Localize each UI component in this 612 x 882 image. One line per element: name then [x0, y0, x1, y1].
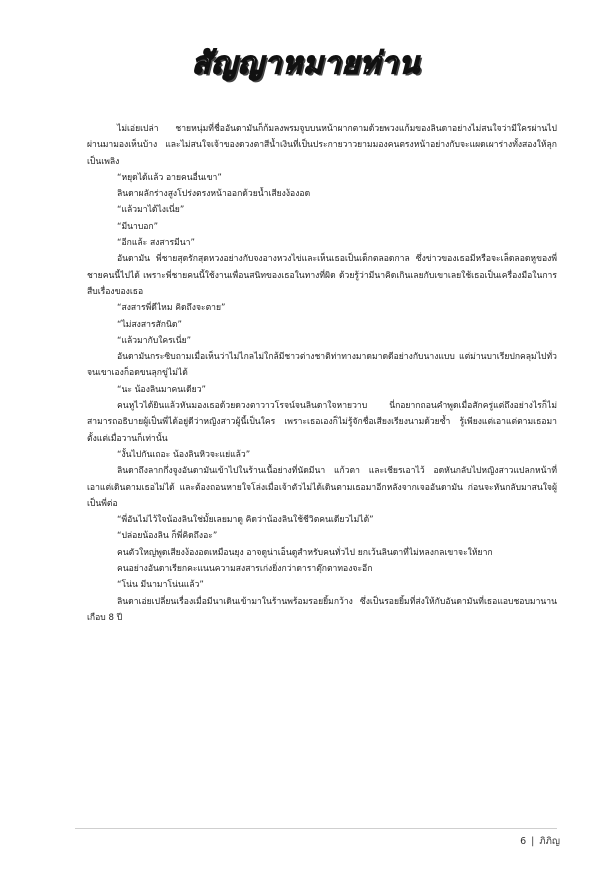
paragraph: คนอย่างอันดาเรียกคะแนนความสงสารเก่งยิ่งกว่าดาราตุ๊กตาทองจะอีก	[117, 564, 373, 575]
paragraph: คนหูไวได้ยินแล้วหันมองเธอด้วยดวงตาวาวโรจน์จนลินดาใจหายวาบ นี่กอยากถอนคำพูดเมื่อสักครู่แต่ถึงอย่างไรก็ไม่สามารถอธิบายผู้เป็นพี่ได้อยู่ดีว่าหญิงสาวผู้นี้เป็นใคร เพราะเธอเองก็ไม่รู้จักชื่อเสียงเรียงนามด้วยซ้ำ รู้เพียงแต่เอาแต่ตามเธอมาตั้งแต่เมื่อวานก็เท่านั้น	[87, 401, 557, 444]
body-text	[87, 121, 557, 626]
page-title: สัญญาหมายท่าน	[191, 46, 421, 81]
paragraph: “แล้วมาได้ไงเนี่ย”	[117, 205, 185, 216]
paragraph: ลินดาเอ่ยเปลี่ยนเรื่องเมื่อมีนาเดินเข้ามาในร้านพร้อมรอยยิ้มกว้าง ซึ่งเป็นรอยยิ้มที่ส่งให้กับอันดามันที่เธอแอบชอบมานานเกือบ 8 ปี	[87, 596, 557, 623]
paragraph: ลินดาผลักร่างสูงโปร่งตรงหน้าออกด้วยน้ำเสียงง้องอด	[117, 189, 311, 200]
paragraph: “มีนาบอก”	[117, 221, 159, 232]
paragraph: คนตัวใหญ่พูดเสียงง้องอดเหมือนยุง อาจดูน่าเอ็นดูสำหรับคนทั่วไป ยกเว้นลินดาที่ไม่หลงกลเขาจะให้ยาก	[117, 547, 493, 558]
title-area	[0, 40, 612, 87]
paragraph: อันดามัน พี่ชายสุดรักสุดหวงอย่างกับจงอางหวงไข่และเห็นเธอเป็นเด็กตลอดกาล ซึ่งข่าวของเธอมีหรือจะเล็ดลอดหูของพี่ชายคนนี้ไปได้ เพราะพี่ชายคนนี้ใช้งานเพื่อนสนิทของเธอในทางที่ผิด ด้วยรู้ว่ามีนาคิดเกินเลยกับเขาเลยใช้เธอเป็นเครื่องมือในการสืบเรื่องของเธอ	[87, 254, 557, 297]
author-name: ภิภิญ	[539, 836, 560, 847]
paragraph: “โน่น มีนามาโน่นแล้ว”	[117, 580, 204, 591]
paragraph: “สงสารพี่ดีไหม คิดถึงจะตาย”	[117, 303, 226, 314]
paragraph: “นะ น้องลินมาคนเดียว”	[117, 384, 206, 395]
paragraph: อันดามันกระซิบถามเมื่อเห็นว่าไม่ไกลไม่ใกล้มีชาวต่างชาติท่าทางมาดมาดดีอย่างกับนางแบบ แต่ม่านบาเรียปกคลุมไปทั่วจนเขาเองก็อดขนลุกขู่ไม่ได้	[87, 352, 557, 379]
paragraph: “งั้นไปกันเถอะ น้องลินหิวจะแย่แล้ว”	[117, 449, 251, 460]
paragraph: “พี่อันไม่ไว้ใจน้องลินใช่มั้ยเลยมาดู คิดว่าน้องลินใช้ชีวิตคนเดียวไม่ได้”	[117, 515, 374, 526]
paragraph: “ไม่สงสารสักนิด”	[117, 319, 182, 330]
footer-separator: |	[531, 836, 535, 847]
paragraph: ไม่เอ่ยเปล่า ชายหนุ่มที่ชื่ออันดามันก็ก้มลงพรมจูบบนหน้าผากตามด้วยพวงแก้มของลินดาอย่างไม่สนใจว่ามีใครผ่านไปผ่านมามองเห็นบ้าง และไม่สนใจเจ้าของดวงตาสีน้ำเงินที่เป็นประกายวาวยามมองคนตรงหน้าอย่างกับจะแผดเผาร่างทั้งสองให้ลุกเป็นเพลิง	[87, 124, 557, 167]
footer-divider	[75, 828, 557, 829]
paragraph: ลินดาถึงลากกึ่งจูงอันดามันเข้าไปในร้านเนื้อย่างที่นัดมีนา แก้วตา และเชียรเอาไว้ อดหันกลับไปหญิงสาวแปลกหน้าที่เอาแต่เดินตามเธอไม่ได้ และต้องถอนหายใจโล่งเมื่อเจ้าตัวไม่ได้เดินตามเธอมาอีกหลังจากเจออันดามัน ก่อนจะหันกลับมาสนใจผู้เป็นพี่ต่อ	[87, 466, 557, 509]
paragraph: “อีกแล้ะ สงสารมีนา”	[117, 238, 195, 249]
page-number: 6	[520, 836, 527, 847]
page-footer	[520, 834, 560, 849]
paragraph: “หยุดได้แล้ว อายคนอื่นเขา”	[117, 172, 222, 183]
paragraph: “แล้วมากับใครเนี่ย”	[117, 335, 192, 346]
paragraph: “ปล่อยน้องลิน ก็พี่คิดถึงอะ”	[117, 531, 218, 542]
